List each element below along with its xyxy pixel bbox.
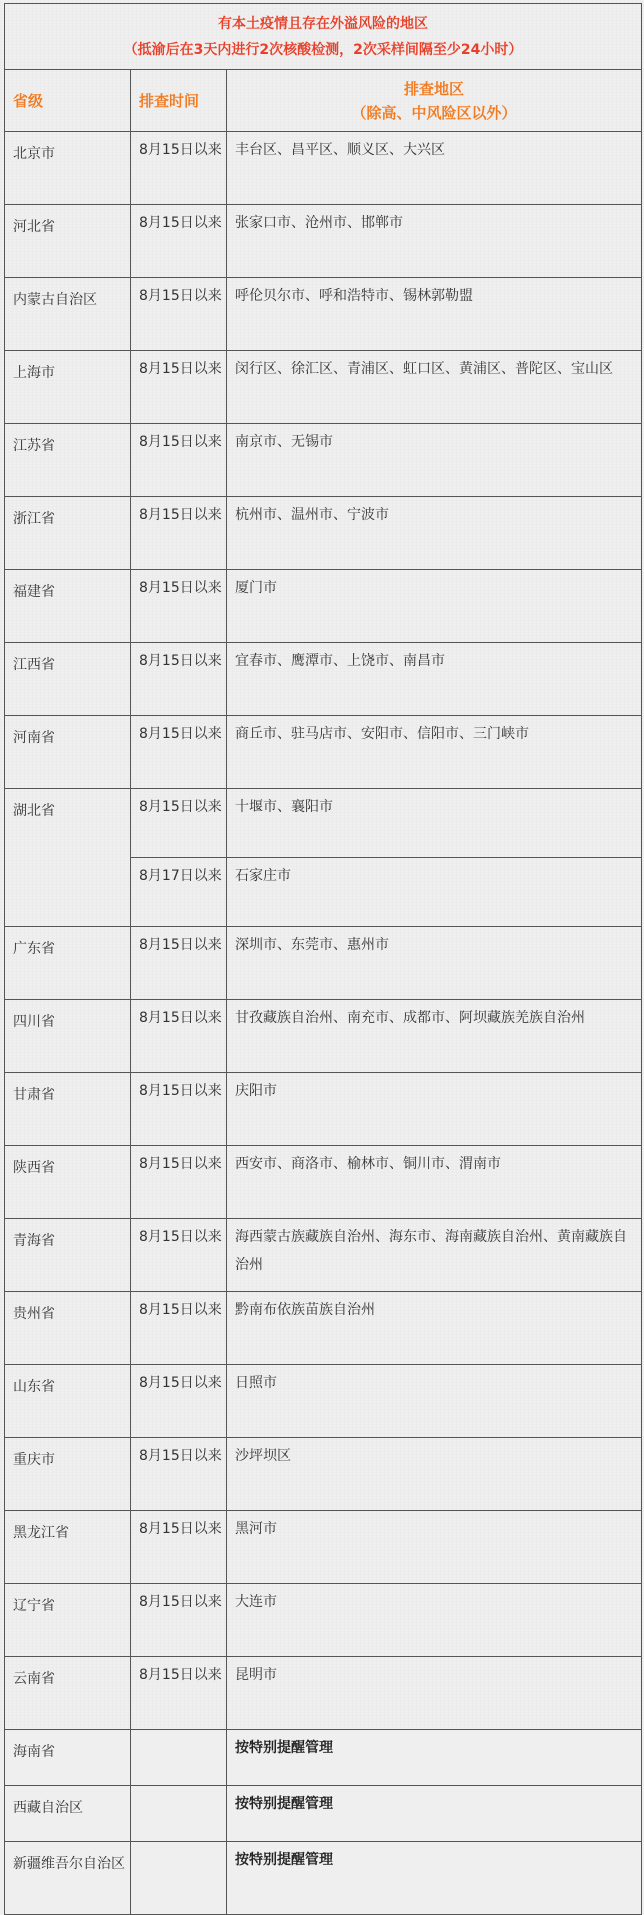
province-cell: 上海市 <box>5 351 131 424</box>
table-row <box>5 351 642 424</box>
area-cell: 南京市、无锡市 <box>227 424 642 497</box>
time-cell: 8月15日以来 <box>131 1438 227 1511</box>
province-cell: 新疆维吾尔自治区 <box>5 1842 131 1915</box>
table-row <box>5 132 642 205</box>
table-row <box>5 789 642 858</box>
table-row <box>5 205 642 278</box>
table-row <box>5 716 642 789</box>
time-cell: 8月15日以来 <box>131 1146 227 1219</box>
province-cell: 江苏省 <box>5 424 131 497</box>
time-cell <box>131 1786 227 1842</box>
area-cell: 石家庄市 <box>227 858 642 927</box>
area-cell: 闵行区、徐汇区、青浦区、虹口区、黄浦区、普陀区、宝山区 <box>227 351 642 424</box>
area-cell: 丰台区、昌平区、顺义区、大兴区 <box>227 132 642 205</box>
time-cell <box>131 1842 227 1915</box>
time-cell: 8月15日以来 <box>131 789 227 858</box>
area-cell: 大连市 <box>227 1584 642 1657</box>
area-cell: 庆阳市 <box>227 1073 642 1146</box>
area-cell: 张家口市、沧州市、邯郸市 <box>227 205 642 278</box>
area-cell: 海西蒙古族藏族自治州、海东市、海南藏族自治州、黄南藏族自治州 <box>227 1219 642 1292</box>
time-cell: 8月15日以来 <box>131 643 227 716</box>
table-row <box>5 1438 642 1511</box>
time-cell: 8月15日以来 <box>131 570 227 643</box>
area-cell: 深圳市、东莞市、惠州市 <box>227 927 642 1000</box>
area-cell: 厦门市 <box>227 570 642 643</box>
time-cell: 8月15日以来 <box>131 132 227 205</box>
table-row <box>5 1000 642 1073</box>
area-cell: 按特别提醒管理 <box>227 1730 642 1786</box>
time-cell: 8月15日以来 <box>131 1511 227 1584</box>
area-cell: 黔南布依族苗族自治州 <box>227 1292 642 1365</box>
risk-area-table <box>4 3 642 1915</box>
table-row <box>5 1511 642 1584</box>
table-row <box>5 1146 642 1219</box>
area-cell: 按特别提醒管理 <box>227 1786 642 1842</box>
header-area-line-1: 排查地区 <box>404 79 465 98</box>
province-cell: 浙江省 <box>5 497 131 570</box>
province-cell: 西藏自治区 <box>5 1786 131 1842</box>
province-cell: 陕西省 <box>5 1146 131 1219</box>
province-cell: 甘肃省 <box>5 1073 131 1146</box>
header-time: 排查时间 <box>131 70 227 132</box>
time-cell: 8月15日以来 <box>131 497 227 570</box>
table-row <box>5 1584 642 1657</box>
table-row <box>5 1730 642 1786</box>
time-cell <box>131 1730 227 1786</box>
area-cell: 宜春市、鹰潭市、上饶市、南昌市 <box>227 643 642 716</box>
area-cell: 沙坪坝区 <box>227 1438 642 1511</box>
time-cell: 8月15日以来 <box>131 1365 227 1438</box>
table-row <box>5 570 642 643</box>
time-cell: 8月15日以来 <box>131 1657 227 1730</box>
time-cell: 8月15日以来 <box>131 1584 227 1657</box>
table-row <box>5 278 642 351</box>
table-row <box>5 424 642 497</box>
province-cell: 河北省 <box>5 205 131 278</box>
table-row <box>5 1219 642 1292</box>
title-row <box>5 4 642 70</box>
area-cell: 甘孜藏族自治州、南充市、成都市、阿坝藏族羌族自治州 <box>227 1000 642 1073</box>
table-row <box>5 497 642 570</box>
province-cell: 河南省 <box>5 716 131 789</box>
table-row <box>5 643 642 716</box>
area-cell: 杭州市、温州市、宁波市 <box>227 497 642 570</box>
header-province: 省级 <box>5 70 131 132</box>
header-area <box>227 70 642 132</box>
time-cell: 8月15日以来 <box>131 424 227 497</box>
table-row <box>5 1365 642 1438</box>
province-cell: 重庆市 <box>5 1438 131 1511</box>
table-row <box>5 1657 642 1730</box>
table-row <box>5 927 642 1000</box>
area-cell: 按特别提醒管理 <box>227 1842 642 1915</box>
title-line-2: （抵渝后在3天内进行2次核酸检测，2次采样间隔至少24小时） <box>123 42 523 58</box>
header-area-line-2: （除高、中风险区以外） <box>351 103 517 122</box>
area-cell: 昆明市 <box>227 1657 642 1730</box>
table-row <box>5 1292 642 1365</box>
province-cell: 江西省 <box>5 643 131 716</box>
area-cell: 商丘市、驻马店市、安阳市、信阳市、三门峡市 <box>227 716 642 789</box>
province-cell: 北京市 <box>5 132 131 205</box>
province-cell: 海南省 <box>5 1730 131 1786</box>
province-cell: 山东省 <box>5 1365 131 1438</box>
time-cell: 8月15日以来 <box>131 927 227 1000</box>
province-cell: 贵州省 <box>5 1292 131 1365</box>
province-cell: 黑龙江省 <box>5 1511 131 1584</box>
time-cell: 8月15日以来 <box>131 1292 227 1365</box>
time-cell: 8月15日以来 <box>131 351 227 424</box>
table-row <box>5 1786 642 1842</box>
time-cell: 8月15日以来 <box>131 278 227 351</box>
province-cell: 青海省 <box>5 1219 131 1292</box>
province-cell: 湖北省 <box>5 789 131 927</box>
area-cell: 日照市 <box>227 1365 642 1438</box>
area-cell: 西安市、商洛市、榆林市、铜川市、渭南市 <box>227 1146 642 1219</box>
province-cell: 四川省 <box>5 1000 131 1073</box>
time-cell: 8月15日以来 <box>131 1000 227 1073</box>
province-cell: 辽宁省 <box>5 1584 131 1657</box>
table-title <box>5 4 642 70</box>
header-row <box>5 70 642 132</box>
time-cell: 8月17日以来 <box>131 858 227 927</box>
time-cell: 8月15日以来 <box>131 716 227 789</box>
area-cell: 黑河市 <box>227 1511 642 1584</box>
time-cell: 8月15日以来 <box>131 1073 227 1146</box>
province-cell: 福建省 <box>5 570 131 643</box>
table-row <box>5 1073 642 1146</box>
province-cell: 广东省 <box>5 927 131 1000</box>
time-cell: 8月15日以来 <box>131 205 227 278</box>
title-line-1: 有本土疫情且存在外溢风险的地区 <box>218 16 428 32</box>
province-cell: 内蒙古自治区 <box>5 278 131 351</box>
area-cell: 呼伦贝尔市、呼和浩特市、锡林郭勒盟 <box>227 278 642 351</box>
province-cell: 云南省 <box>5 1657 131 1730</box>
time-cell: 8月15日以来 <box>131 1219 227 1292</box>
table-row <box>5 1842 642 1915</box>
area-cell: 十堰市、襄阳市 <box>227 789 642 858</box>
